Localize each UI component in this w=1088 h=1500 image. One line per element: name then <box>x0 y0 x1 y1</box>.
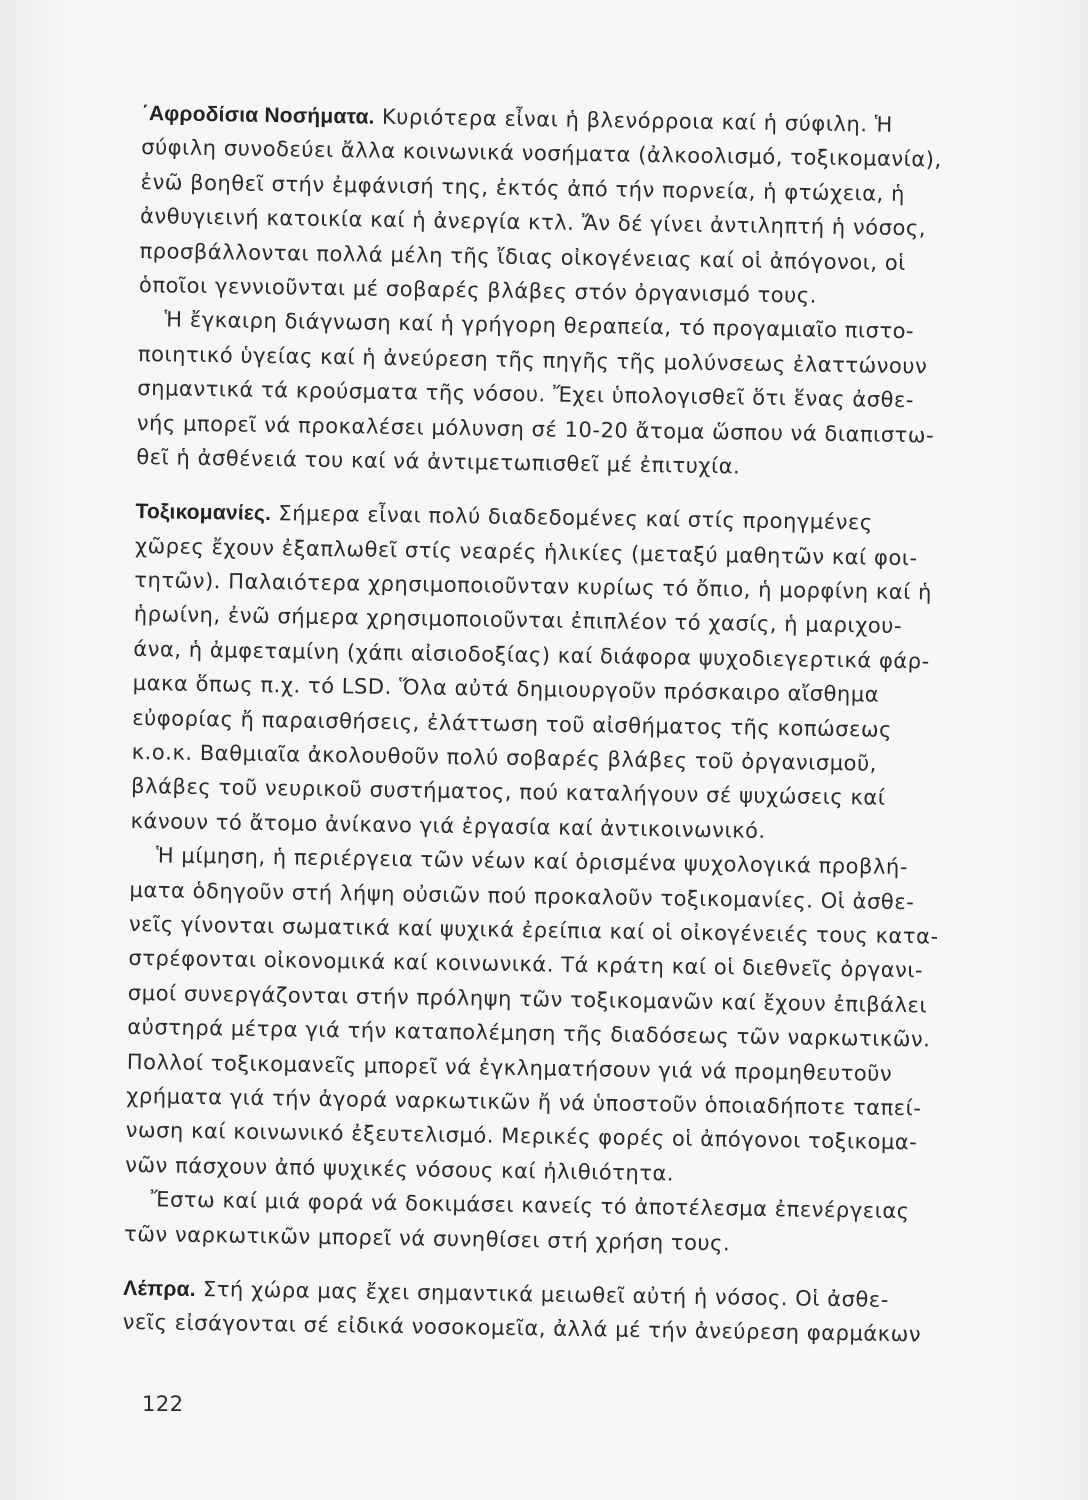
text-line: ματα ὁδηγοῦν στή λήψη οὐσιῶν πού προκαλοῦν τοξικομανίες. Οἱ ἀσθε- <box>129 877 915 914</box>
text-line: κάνουν τό ἄτομο ἀνίκανο γιά ἐργασία καί ἀντικοινωνικό. <box>130 808 766 843</box>
text-line: Τοξικομανίες. Σήμερα εἶναι πολύ διαδεδομένες καί στίς προηγμένες <box>135 500 873 535</box>
section-heading: ΄Αφροδίσια Νοσήματα. <box>141 101 375 129</box>
text-line: τητῶν). Παλαιότερα χρησιμοποιοῦνταν κυρίως τό ὄπιο, ἡ μορφίνη καί ἡ <box>134 568 933 605</box>
text-line: ΄Αφροδίσια Νοσήματα. Κυριότερα εἶναι ἡ βλενόρροια καί ἡ σύφιλη. Ἡ <box>141 101 894 137</box>
text-line: Πολλοί τοξικομανεῖς μπορεῖ νά ἐγκληματήσουν γιά νά προμηθευτοῦν <box>126 1049 893 1086</box>
text-line: κ.ο.κ. Βαθμιαῖα ἀκολουθοῦν πολύ σοβαρές βλάβες τοῦ ὀργανισμοῦ, <box>131 739 878 776</box>
text-line: εὐφορίας ἤ παραισθήσεις, ἐλάττωση τοῦ αἰσθήματος τῆς κοπώσεως <box>132 705 893 742</box>
text-line: μακα ὅπως π.χ. τό LSD. Ὅλα αὐτά δημιουργοῦν πρόσκαιρο αἴσθημα <box>132 671 880 707</box>
text-line: σμοί συνεργάζονται στήν πρόληψη τῶν τοξικομανῶν καί ἔχουν ἐπιβάλει <box>127 980 928 1018</box>
body-text <box>122 96 1021 1353</box>
page-number: 122 <box>142 1392 184 1416</box>
text-line: ἡρωίνη, ἐνῶ σήμερα χρησιμοποιοῦνται ἐπιπλέον τό χασίς, ἡ μαριχου- <box>133 602 903 639</box>
text-line: Ἡ μίμηση, ἡ περιέργεια τῶν νέων καί ὁρισμένα ψυχολογικά προβλή- <box>155 843 909 880</box>
text-line: ἀνθυγιεινή κατοικία καί ἡ ἀνεργία κτλ. Ἄν δέ γίνει ἀντιληπτή ἡ νόσος, <box>139 204 927 241</box>
text-line: νῶν πάσχουν ἀπό ψυχικές νόσους καί ἠλιθιότητα. <box>125 1152 675 1186</box>
text-line: ὁποῖοι γεννιοῦνται μέ σοβαρές βλάβες στόν ὀργανισμό τους. <box>138 272 818 308</box>
text-line: νεῖς γίνονται σωματικά καί ψυχικά ἐρείπια καί οἱ οἰκογένειές τους κατα- <box>128 911 939 949</box>
text-line: άνα, ἡ ἀμφεταμίνη (χάπι αἰσιοδοξίας) καί διάφορα ψυχοδιεγερτικά φάρ- <box>133 636 930 674</box>
text-line: νής μπορεῖ νά προκαλέσει μόλυνση σέ 10-20 ἄτομα ὥσπου νά διαπιστω- <box>136 410 935 447</box>
text-line: τῶν ναρκωτικῶν μπορεῖ νά συνηθίσει στή χρήση τους. <box>123 1221 731 1255</box>
text-line: στρέφονται οἰκονομικά καί κοινωνικά. Τά κράτη καί οἱ διεθνεῖς ὀργανι- <box>128 946 924 983</box>
text-line: βλάβες τοῦ νευρικοῦ συστήματος, πού καταλήγουν σέ ψυχώσεις καί <box>130 774 886 811</box>
text-line: ποιητικό ὑγείας καί ἡ ἀνεύρεση τῆς πηγῆς τῆς μολύνσεως ἐλαττώνουν <box>137 341 928 379</box>
text-line: Ἔστω καί μιά φορά νά δοκιμάσει κανείς τό ἀποτέλεσμα ἐπενέργειας <box>150 1187 910 1224</box>
section-heading: Λέπρα. <box>123 1276 196 1301</box>
text-line: σημαντικά τά κρούσματα τῆς νόσου. Ἔχει ὑπολογισθεῖ ὅτι ἕνας ἀσθε- <box>137 376 915 413</box>
text-line: νωση καί κοινωνικό ἐξευτελισμό. Μερικές φορές οἱ ἀπόγονοι τοξικομα- <box>125 1118 918 1155</box>
text-line: προσβάλλονται πολλά μέλη τῆς ἴδιας οἰκογένειας καί οἱ ἀπόγονοι, οἱ <box>139 238 907 275</box>
text-line: σύφιλη συνοδεύει ἄλλα κοινωνικά νοσήματα (ἀλκοολισμό, τοξικομανία), <box>141 135 942 172</box>
text-line: Λέπρα. Στή χώρα μας ἔχει σημαντικά μειωθεῖ αὐτή ἡ νόσος. Οἱ ἀσθε- <box>123 1276 890 1312</box>
text-line: ἐνῶ βοηθεῖ στήν ἐμφάνισή της, ἐκτός ἀπό τήν πορνεία, ἡ φτώχεια, ἡ <box>140 169 906 206</box>
text-line: νεῖς εἰσάγονται σέ εἰδικά νοσοκομεῖα, ἀλλά μέ τήν ἀνεύρεση φαρμάκων <box>122 1310 922 1347</box>
text-line: αὐστηρά μέτρα γιά τήν καταπολέμηση τῆς διαδόσεως τῶν ναρκωτικῶν. <box>127 1015 931 1052</box>
text-line: Ἡ ἔγκαιρη διάγνωση καί ἡ γρήγορη θεραπεία, τό προγαμιαῖο πιστο- <box>164 307 915 344</box>
text-line: χῶρες ἔχουν ἐξαπλωθεῖ στίς νεαρές ἡλικίες (μεταξύ μαθητῶν καί φοι- <box>134 533 918 570</box>
text-line: θεῖ ἡ ἀσθένειά του καί νά ἀντιμετωπισθεῖ μέ ἐπιτυχία. <box>136 444 741 479</box>
text-line: χρήματα γιά τήν ἀγορά ναρκωτικῶν ἤ νά ὑποστοῦν ὁποιαδήποτε ταπεί- <box>126 1083 922 1121</box>
section-heading: Τοξικομανίες. <box>135 500 272 526</box>
